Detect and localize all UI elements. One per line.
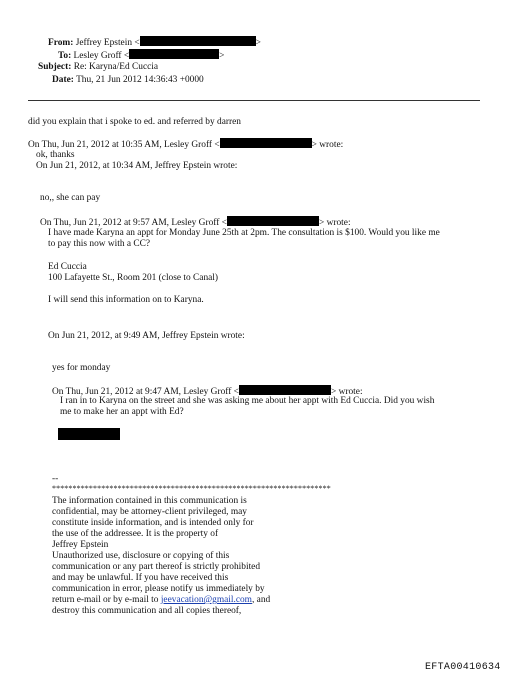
redaction-to [129, 49, 219, 59]
disclaimer-1: The information contained in this communication is [52, 496, 247, 506]
document-id: EFTA00410634 [425, 662, 501, 673]
disclaimer-10-text: return e-mail or by e-mail to [52, 595, 161, 605]
from-value: Jeffrey Epstein < [75, 38, 140, 48]
quote-2-text: no,, she can pay [40, 193, 101, 203]
disclaimer-11: destroy this communication and all copies thereof, [52, 606, 242, 616]
disclaimer-7: communication or any part thereof is strictly prohibited [52, 562, 261, 572]
quote-3-name: Ed Cuccia [48, 262, 87, 272]
quote-3-header [40, 216, 351, 229]
disclaimer-10-tail: , and [251, 595, 271, 605]
redaction-q3 [227, 216, 319, 226]
disclaimer-3: constitute inside information, and is intended only for [52, 518, 254, 528]
quote-5-line-1: I ran in to Karyna on the street and she was asking me about her appt with Ed Cuccia. Did you wish [60, 396, 435, 406]
subject-value: Re: Karyna/Ed Cuccia [73, 62, 159, 72]
disclaimer-8: and may be unlawful. If you have received this [52, 573, 229, 583]
q5-suffix: > wrote: [330, 387, 363, 397]
email-link[interactable]: jeevacation@gmail.com [160, 595, 252, 605]
redaction-from [140, 36, 256, 46]
q3-prefix: On Thu, Jun 21, 2012 at 9:57 AM, Lesley Groff < [40, 218, 227, 228]
date-label: Date: [52, 75, 74, 85]
subject-label: Subject: [38, 62, 72, 72]
q1-suffix: > wrote: [311, 140, 344, 150]
quote-3-line-1: I have made Karyna an appt for Monday June 25th at 2pm. The consultation is $100. Would you like me [48, 228, 440, 238]
redaction-q5 [239, 385, 331, 395]
header-subject [38, 62, 158, 73]
signature-dash: -- [52, 474, 59, 484]
quote-5-line-2: me to make her an appt with Ed? [60, 407, 184, 417]
stars-line: ******************************************************************** [52, 484, 331, 493]
to-value: Lesley Groff < [73, 51, 130, 61]
quote-1-header [28, 138, 343, 151]
quote-2-header: On Jun 21, 2012, at 10:34 AM, Jeffrey Epstein wrote: [36, 161, 238, 171]
header-from [48, 36, 261, 49]
disclaimer-6: Unauthorized use, disclosure or copying of this [52, 551, 230, 561]
date-value: Thu, 21 Jun 2012 14:36:43 +0000 [76, 75, 204, 85]
header-divider [28, 100, 480, 101]
quote-3-address: 100 Lafayette St., Room 201 (close to Canal) [48, 273, 219, 283]
header-date [52, 75, 204, 86]
quote-4-header: On Jun 21, 2012, at 9:49 AM, Jeffrey Epstein wrote: [48, 331, 245, 341]
quote-3-line-2: to pay this now with a CC? [48, 239, 151, 249]
disclaimer-10 [52, 595, 270, 606]
from-label: From: [48, 38, 74, 48]
q1-prefix: On Thu, Jun 21, 2012 at 10:35 AM, Lesley Groff < [28, 140, 220, 150]
header-to [58, 49, 224, 62]
quote-4-text: yes for monday [52, 363, 111, 373]
redaction-signature [58, 428, 120, 440]
q3-suffix: > wrote: [318, 218, 351, 228]
disclaimer-5: Jeffrey Epstein [52, 540, 109, 550]
quote-1-text: ok, thanks [36, 150, 75, 160]
redaction-q1 [220, 138, 312, 148]
disclaimer-2: confidential, may be attorney-client privileged, may [52, 507, 247, 517]
quote-3-send: I will send this information on to Karyna. [48, 295, 204, 305]
to-bracket: > [219, 51, 225, 61]
to-label: To: [58, 51, 72, 61]
body-line-1: did you explain that i spoke to ed. and referred by darren [28, 117, 241, 127]
from-bracket: > [255, 38, 261, 48]
q5-prefix: On Thu, Jun 21, 2012 at 9:47 AM, Lesley Groff < [52, 387, 239, 397]
disclaimer-9: communication in error, please notify us immediately by [52, 584, 265, 594]
disclaimer-4: the use of the addressee. It is the property of [52, 529, 219, 539]
